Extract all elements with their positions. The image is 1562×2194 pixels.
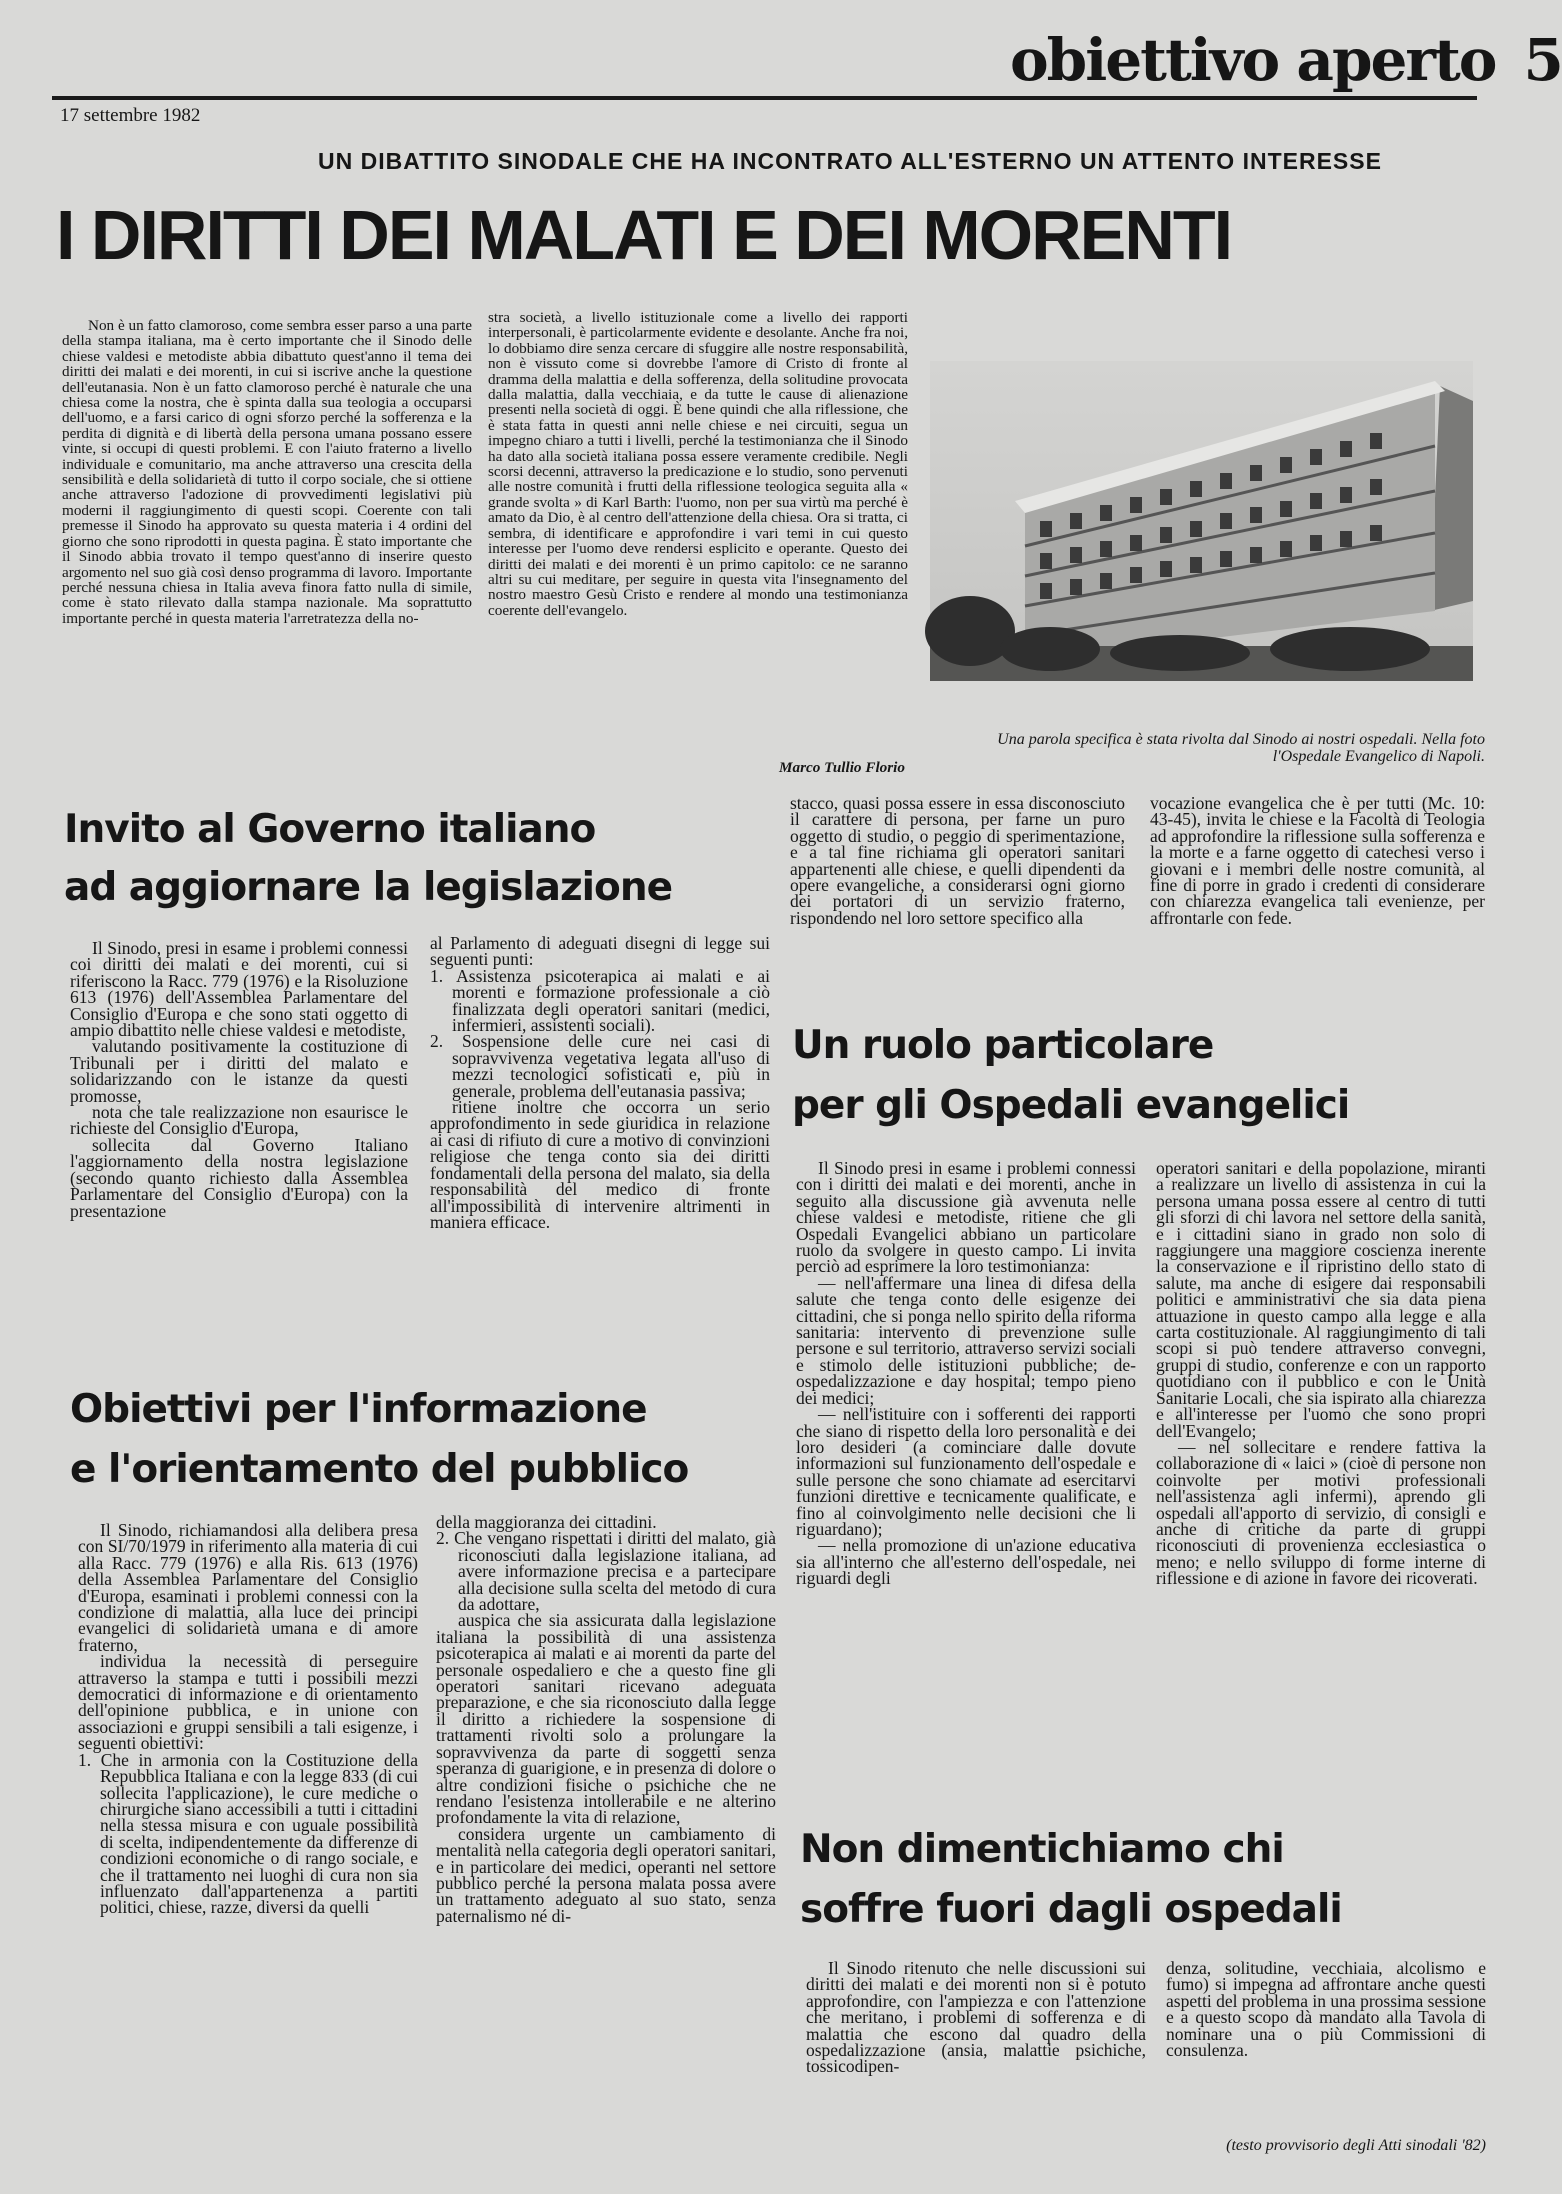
s2-para: individua la necessità di perseguire attraverso la stampa e tutti i possibili mezzi democratici di informazione e di orientamento dell'opinione pubblica, e in unione con associazioni e gruppi sensibili a tali esigenze, i seguenti obiettivi:	[78, 1651, 418, 1754]
s3-para: — nel sollecitare e rendere fattiva la collaborazione di « laici » (cioè di persone non coinvolte per motivi professionali nell'assistenza agli infermi), aprendo gli ospedali all'apporto di servizio, di consigli e anche di critiche da parte di gruppi riconosciuti di provenienza ecclesiastica o meno; e nello sviluppo di forme interne di riflessione e di azione in favore dei ricoverati.	[1156, 1436, 1486, 1589]
s1-outro: ritiene inoltre che occorra un serio approfondimento in sede giuridica in relazione ai casi di rifiuto di cure a motivo di convinzioni religiose che tenga conto sia dei diritti fondamentali della persona del malato, sia della responsabilità del medico di fronte all'impossibilità di intervenire altrimenti in maniera efficace.	[430, 1097, 770, 1232]
s1-title-l1: Invito al Governo italiano	[64, 807, 596, 852]
s4-note: (testo provvisorio degli Atti sinodali '82)	[1226, 2137, 1486, 2154]
photo-caption: Una parola specifica è stata rivolta dal Sinodo ai nostri ospedali. Nella foto l'Ospedale Evangelico di Napoli.	[997, 731, 1485, 765]
page-title: I DIRITTI DEI MALATI E DEI MORENTI	[56, 196, 1232, 274]
s3-col-2	[1156, 1160, 1486, 1810]
s1-para: valutando positivamente la costituzione di Tribunali per i diritti del malato e solidarizzando con le istanze da questi promosse,	[70, 1036, 408, 1106]
masthead-title: obiettivo aperto	[1010, 26, 1496, 94]
upper-right-col-1	[790, 795, 1125, 995]
s2-points-b	[436, 1528, 776, 1615]
s4-col-1	[806, 1960, 1146, 2165]
s2-col-2	[436, 1514, 776, 2164]
lead-col-1	[62, 318, 472, 800]
s2-para: Il Sinodo, richiamandosi alla delibera presa con SI/70/1979 in riferimento alla materia di cui alla Racc. 779 (1976) e alla Ris. 613 (1976) della Assemblea Parlamentare del Consiglio d'Europa, esaminati i problemi connessi con la condizione di malattia, alla luce dei principi evangelici di solidarietà umana e di amore fraterno,	[78, 1520, 418, 1655]
s2-points-a	[78, 1749, 418, 1918]
s2-col-1	[78, 1522, 418, 2170]
s3-item: — nell'istituire con i sofferenti dei rapporti che siano di rispetto della loro personalità e dei loro desideri (a cominciare dalle dovute informazioni sul funzionamento dell'ospedale e sulle persone che sono chiamate ad esercitarvi funzioni direttive e tecnicamente qualificate, e fino al coinvolgimento nelle decisioni che li riguardano);	[796, 1404, 1136, 1539]
s2-point: 1. Che in armonia con la Costituzione della Repubblica Italiana e con la legge 833 (di cui sollecita l'applicazione), le cure mediche o chirurgiche siano accessibili a tutti i cittadini nella stessa misura e con uguale possibilità di scelta, indipendentemente da differenze di condizioni economiche o di rango sociale, e che il trattamento nei luoghi di cura non sia influenzato dall'appartenenza a partiti politici, chiese, razze, diversi da quelli	[78, 1749, 418, 1918]
s1-para: sollecita dal Governo Italiano l'aggiornamento della nostra legislazione (secondo quanto richiesto dalla Assemblea Parlamentare del Consiglio d'Europa) con la presentazione	[70, 1134, 408, 1221]
s4-text-2: denza, solitudine, vecchiaia, alcolismo e fumo) si impegna ad affrontare anche questi aspetti del problema in una prossima sessione e a questo scopo dà mandato alla Tavola di nominare una o più Commissioni di consulenza.	[1166, 1958, 1486, 2061]
page-number: 5	[1523, 26, 1562, 94]
s2-title-l1: Obiettivi per l'informazione	[70, 1387, 647, 1432]
s1-col-1	[70, 940, 408, 1382]
lead-signature: Marco Tullio Florio	[778, 759, 905, 776]
s2-cont: della maggioranza dei cittadini.	[436, 1512, 657, 1532]
s1-points	[430, 965, 770, 1101]
s1-col-2	[430, 935, 770, 1380]
header-rule	[52, 96, 1477, 100]
s1-para: nota che tale realizzazione non esaurisce le richieste del Consiglio d'Europa,	[70, 1102, 408, 1139]
s1-intro: al Parlamento di adeguati disegni di legge sui seguenti punti:	[430, 933, 770, 970]
s2-point: 2. Che vengano rispettati i diritti del malato, già riconosciuti dalla legislazione italiana, ad avere informazione precisa e a partecipare alla decisione sulla scelta del metodo di cura da adottare,	[436, 1528, 776, 1615]
s3-intro: Il Sinodo presi in esame i problemi connessi con i diritti dei malati e dei morenti, anche in seguito alla discussione già avvenuta nelle chiese valdesi e metodiste, ritiene che gli Ospedali Evangelici abbiano un particolare ruolo da svolgere in questo campo. Li invita perciò ad esprimere la loro testimonianza:	[796, 1158, 1136, 1277]
kicker: UN DIBATTITO SINODALE CHE HA INCONTRATO ALL'ESTERNO UN ATTENTO INTERESSE	[318, 148, 1382, 174]
s3-title-l1: Un ruolo particolare	[792, 1023, 1214, 1068]
s4-title-l2: soffre fuori dagli ospedali	[800, 1887, 1342, 1932]
s4-title-l1: Non dimentichiamo chi	[800, 1827, 1284, 1872]
upper-right-text-2: vocazione evangelica che è per tutti (Mc. 10: 43-45), invita le chiese e la Facoltà di Teologia ad approfondire la riflessione sulla sofferenza e la morte e a farne oggetto di catechesi verso i giovani e i membri delle nostre comunità, al fine di porre in grado i credenti di considerare con chiarezza evangelica tali evenienze, per affrontarle con fede.	[1150, 793, 1485, 928]
lead-text-2: stra società, a livello istituzionale come a livello dei rapporti interpersonali, è particolarmente evidente e desolante. Anche fra noi, lo dobbiamo dire senza cercare di sfuggire alle nostre responsabilità, non è vissuto come si dovrebbe l'amore di Cristo di fronte al dramma della malattia e della sofferenza, della solitudine provocata dalla malattia, dalla vecchiaia, e da tutte le cause di alienazione presenti nella società di oggi. È bene quindi che alla riflessione, che è stata fatta in questi anni nelle chiese e nei circuiti, segua un impegno chiaro a tutti i livelli, perché la testimonianza che il Sinodo ha dato alla società italiana possa essere veramente credibile. Negli scorsi decenni, attraverso la predicazione e lo studio, sono pervenuti alle nostre comunità i frutti della riflessione teologica seguita alla « grande svolta » di Karl Barth: l'uomo, non per sua virtù ma perché è amato da Dio, è al centro dell'attenzione della chiesa. Ora si tratta, ci sembra, di identificare e approfondire i vari temi in cui questo interesse per l'uomo deve rendersi esplicito e operante. Questo dei diritti dei malati e dei morenti è un primo capitolo: ce ne saranno altri su cui meditare, per seguire in questa vita l'insegnamento del nostro maestro Gesù Cristo e rendere al mondo una testimonianza coerente dell'evangelo.	[488, 309, 908, 619]
s1-title-l2: ad aggiornare la legislazione	[64, 865, 673, 910]
s3-item: — nell'affermare una linea di difesa della salute che tenga conto delle esigenze dei cittadini, che si ponga nello spirito della riforma sanitaria: intervento di prevenzione sulle persone e sul territorio, attraverso servizi sociali e stimolo delle istituzioni pubbliche; de-ospedalizzazione e day hospital; tempo pieno dei medici;	[796, 1272, 1136, 1408]
s2-title-l2: e l'orientamento del pubblico	[70, 1447, 689, 1492]
s2-para: considera urgente un cambiamento di mentalità nella categoria degli operatori sanitari, e in particolare dei medici, operanti nel settore pubblico perché la persona malata possa avere un trattamento adeguato al suo stato, senza paternalismo né di-	[436, 1823, 776, 1926]
upper-right-col-2	[1150, 795, 1485, 995]
s1-point: 2. Sospensione delle cure nei casi di sopravvivenza vegetativa legata all'uso di mezzi tecnologici sofisticati e, più in generale, problema dell'eutanasia passiva;	[430, 1031, 770, 1101]
s3-title-l2: per gli Ospedali evangelici	[792, 1083, 1350, 1128]
issue-date: 17 settembre 1982	[60, 105, 201, 126]
s3-col-1	[796, 1160, 1136, 1818]
s1-para: Il Sinodo, presi in esame i problemi connessi coi diritti dei malati e dei morenti, cui si riferiscono la Racc. 779 (1976) e la Risoluzione 613 (1976) dell'Assemblea Parlamentare del Consiglio d'Europa e che sono stati oggetto di ampio dibattito nelle chiese valdesi e metodiste,	[70, 938, 408, 1041]
lead-text-1: Non è un fatto clamoroso, come sembra esser parso a una parte della stampa italiana, ma è certo importante che il Sinodo delle chiese valdesi e metodiste abbia dibattuto quest'anno il tema dei diritti dei malati e dei morenti, in cui si iscrive anche la questione dell'eutanasia. Non è un fatto clamoroso perché è naturale che una chiesa come la nostra, che è spinta dalla sua teologia a occuparsi dell'uomo, e a farsi carico di ogni sforzo perché la sofferenza e la perdita di dignità e di libertà della persona umana possano essere vinte, si occupi di questi problemi. E con l'aiuto fraterno a livello individuale e comunitario, ma anche attraverso una crescita della sensibilità e della solidarietà di tutto il corpo sociale, che si ottiene anche attraverso l'adozione di provvedimenti legislativi più moderni il raggiungimento di questi scopi. Coerente con tali premesse il Sinodo ha approvato su questa materia i 4 ordini del giorno che sono riprodotti in questa pagina. È stato importante che il Sinodo abbia trovato il tempo quest'anno di inserire questo argomento nel suo già così denso programma di lavoro. Importante perché nessuna chiesa in Italia aveva finora fatto nulla di simile, come è stato rilevato dalla stampa nazionale. Ma soprattutto importante perché in questa materia l'arretratezza della no-	[62, 317, 472, 627]
upper-right-text-1: stacco, quasi possa essere in essa disconosciuto il carattere di persona, per farne un puro oggetto di studio, o peggio di sperimentazione, e a tal fine richiama gli operatori sanitari appartenenti alle chiese, e quelli dipendenti da opere evangeliche, a considerarsi ogni giorno dei portatori di un servizio fraterno, rispondendo nel loro settore specifico alla	[790, 793, 1125, 928]
s3-item: — nella promozione di un'azione educativa sia all'interno che all'esterno dell'ospedale, nei riguardi degli	[796, 1535, 1136, 1589]
s1-point: 1. Assistenza psicoterapica ai malati e ai morenti e formazione professionale a ciò finalizzata degli operatori sanitari (medici, infermieri, assistenti sociali).	[430, 965, 770, 1036]
lead-col-2	[488, 310, 908, 780]
s4-col-2	[1166, 1960, 1486, 2130]
s3-para: operatori sanitari e della popolazione, miranti a realizzare un livello di assistenza in cui la persona umana possa essere al centro di tutti gli sforzi di chi lavora nel settore della sanità, e i cittadini siano in grado non solo di raggiungere una maggiore coscienza inerente la conservazione e il ripristino dello stato di salute, ma anche di esigere dai responsabili politici e amministrativi che sia data piena attuazione in questo campo alla legge e alla carta costituzionale. Al raggiungimento di tali scopi si può tendere attraverso convegni, gruppi di studio, conferenze e con un rapporto quotidiano con il pubblico e con le Unità Sanitarie Locali, che sia ispirato alla chiarezza e all'interesse per l'uomo che sono propri dell'Evangelo;	[1156, 1158, 1486, 1441]
s4-text-1: Il Sinodo ritenuto che nelle discussioni sui diritti dei malati e dei morenti non si è potuto approfondire, con l'ampiezza e con l'attenzione che meritano, i problemi di sofferenza e di malattia che escono dal quadro della ospedalizzazione (ansia, malattie psichiche, tossicodipen-	[806, 1958, 1146, 2077]
hospital-photo	[930, 361, 1473, 681]
s2-para: auspica che sia assicurata dalla legislazione italiana la possibilità di una assistenza psicoterapica ai malati e ai morenti da parte del personale ospedaliero e che a questo fine gli operatori sanitari ricevano adeguata preparazione, e che sia riconosciuto dalla legge il diritto a richiedere la sospensione di trattamenti rivolti solo a prolungare la sopravvivenza da parte di soggetti senza speranza di guarigione, e in presenza di dolore o altre condizioni fisiche o psichiche che ne rendano l'esistenza intollerabile e ne alterino profondamente la vita di relazione,	[436, 1610, 776, 1828]
masthead	[1010, 26, 1562, 94]
